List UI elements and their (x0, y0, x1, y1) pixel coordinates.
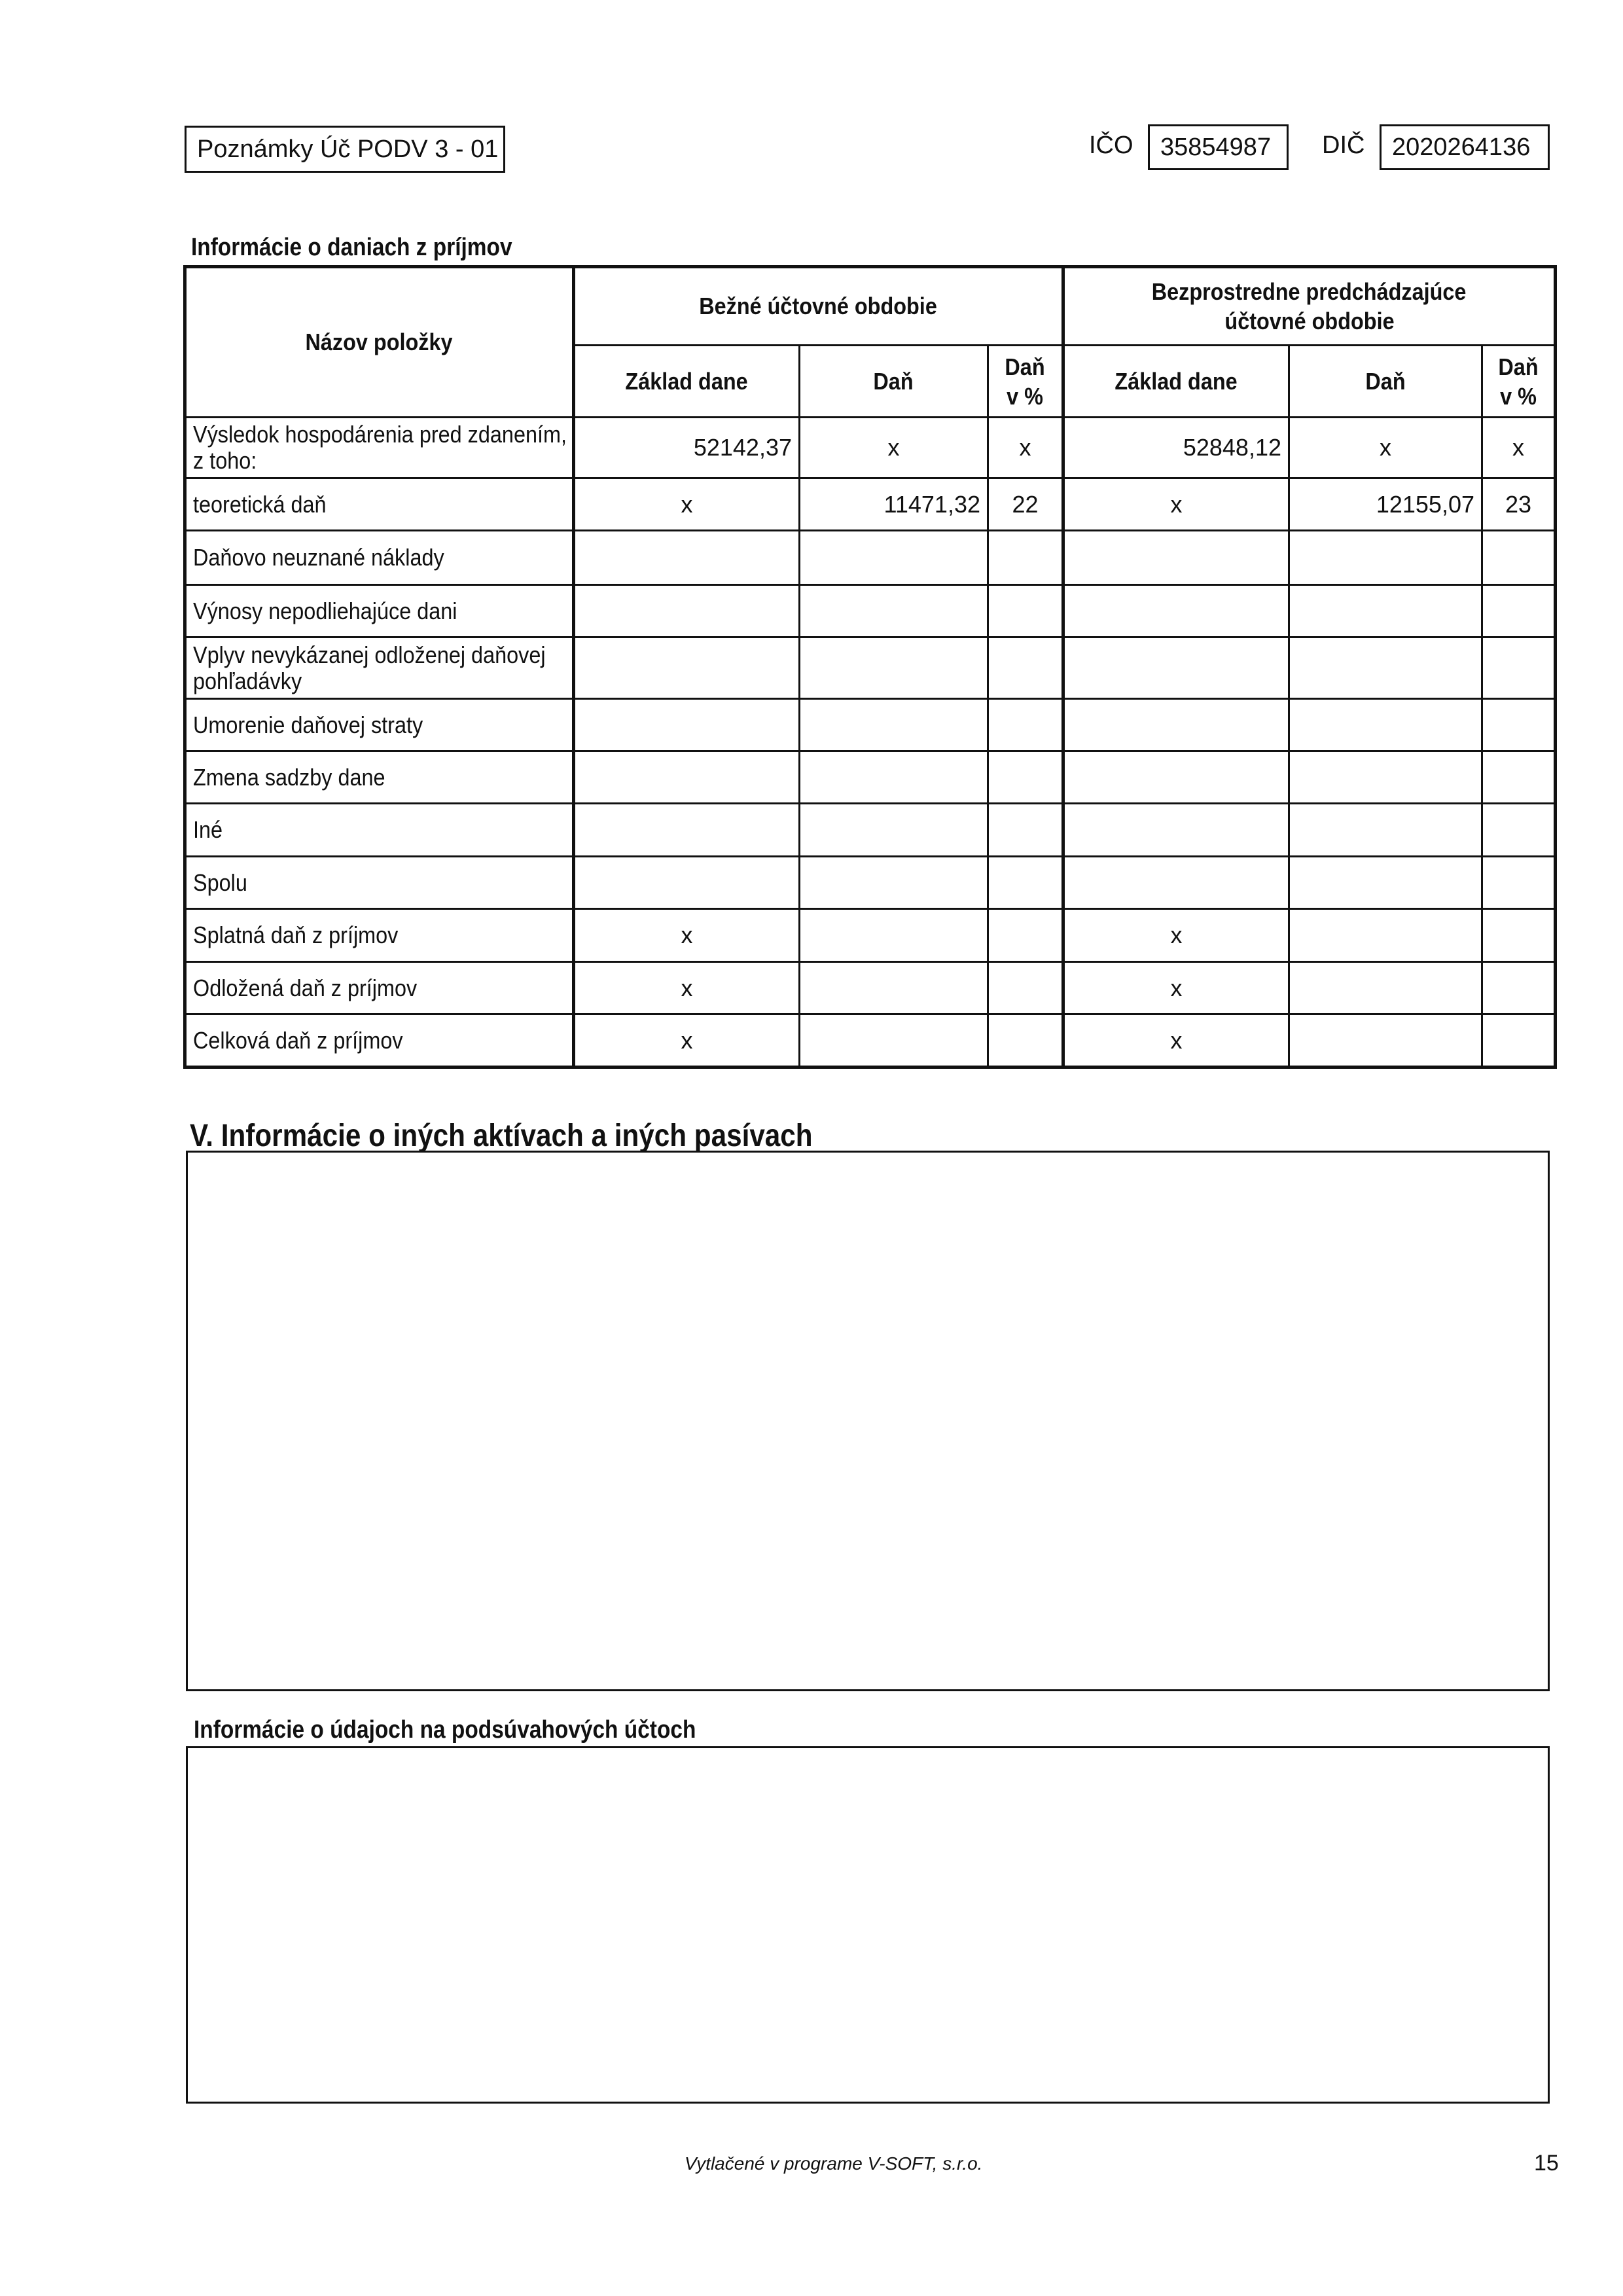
previous-pct-cell (1482, 1014, 1556, 1067)
current-tax-cell (800, 962, 988, 1014)
previous-tax-cell (1289, 637, 1482, 699)
previous-pct-cell (1482, 531, 1556, 585)
current-tax-cell (800, 585, 988, 637)
col-header-previous-period: Bezprostredne predchádzajúce účtovné obdobie (1063, 267, 1556, 346)
current-base-cell: 52142,37 (574, 418, 800, 478)
previous-base-cell (1063, 857, 1289, 909)
current-base-cell (574, 857, 800, 909)
section-v-title: V. Informácie o iných aktívach a iných pasívach (190, 1119, 813, 1153)
previous-base-cell: x (1063, 478, 1289, 531)
current-pct-cell (988, 1014, 1063, 1067)
subheader-previous-pct: Daň v % (1482, 346, 1556, 418)
current-base-cell (574, 804, 800, 857)
previous-pct-cell (1482, 909, 1556, 962)
current-tax-cell (800, 1014, 988, 1067)
current-pct-cell (988, 585, 1063, 637)
table-row (185, 418, 1556, 478)
current-base-cell (574, 751, 800, 804)
previous-base-cell (1063, 531, 1289, 585)
previous-base-cell (1063, 585, 1289, 637)
current-base-cell (574, 585, 800, 637)
previous-base-cell: x (1063, 909, 1289, 962)
tax-table (183, 265, 1557, 1069)
previous-tax-cell (1289, 531, 1482, 585)
subheader-previous-base: Základ dane (1063, 346, 1289, 418)
table-row (185, 804, 1556, 857)
previous-base-cell: x (1063, 1014, 1289, 1067)
current-pct-cell (988, 751, 1063, 804)
previous-tax-cell (1289, 857, 1482, 909)
previous-pct-cell: 23 (1482, 478, 1556, 531)
current-pct-cell (988, 637, 1063, 699)
ico-label: IČO (1089, 132, 1133, 159)
form-code-box (185, 126, 505, 173)
previous-tax-cell (1289, 962, 1482, 1014)
current-pct-cell (988, 531, 1063, 585)
row-label: teoretická daň (185, 478, 574, 531)
current-tax-cell (800, 804, 988, 857)
previous-tax-cell (1289, 909, 1482, 962)
previous-base-cell (1063, 699, 1289, 751)
table-row (185, 585, 1556, 637)
current-pct-cell (988, 909, 1063, 962)
previous-pct-cell (1482, 804, 1556, 857)
section-v-content-box (186, 1151, 1550, 1691)
current-pct-cell (988, 699, 1063, 751)
previous-tax-cell (1289, 804, 1482, 857)
dic-value: 2020264136 (1392, 133, 1531, 161)
previous-tax-cell (1289, 1014, 1482, 1067)
row-label: Splatná daň z príjmov (185, 909, 574, 962)
previous-tax-cell: x (1289, 418, 1482, 478)
table-row (185, 478, 1556, 531)
row-label: Umorenie daňovej straty (185, 699, 574, 751)
col-header-name: Názov položky (185, 267, 574, 418)
previous-pct-cell (1482, 962, 1556, 1014)
current-tax-cell: 11471,32 (800, 478, 988, 531)
col-header-current-period: Bežné účtovné obdobie (574, 267, 1063, 346)
ico-value: 35854987 (1160, 133, 1272, 161)
current-pct-cell: 22 (988, 478, 1063, 531)
table-row (185, 531, 1556, 585)
row-label: Iné (185, 804, 574, 857)
table-row (185, 637, 1556, 699)
previous-pct-cell: x (1482, 418, 1556, 478)
previous-pct-cell (1482, 699, 1556, 751)
previous-tax-cell (1289, 585, 1482, 637)
current-pct-cell (988, 857, 1063, 909)
previous-base-cell (1063, 804, 1289, 857)
row-label: Spolu (185, 857, 574, 909)
row-label: Odložená daň z príjmov (185, 962, 574, 1014)
row-label: Daňovo neuznané náklady (185, 531, 574, 585)
current-tax-cell (800, 637, 988, 699)
subheader-previous-tax: Daň (1289, 346, 1482, 418)
previous-pct-cell (1482, 857, 1556, 909)
previous-tax-cell: 12155,07 (1289, 478, 1482, 531)
offbalance-content-box (186, 1746, 1550, 2104)
current-tax-cell (800, 699, 988, 751)
row-label: Vplyv nevykázanej odloženej daňovej pohľadávky (185, 637, 574, 699)
subheader-current-tax: Daň (800, 346, 988, 418)
table-row (185, 1014, 1556, 1067)
previous-base-cell: 52848,12 (1063, 418, 1289, 478)
current-base-cell: x (574, 909, 800, 962)
previous-base-cell: x (1063, 962, 1289, 1014)
current-tax-cell (800, 857, 988, 909)
current-tax-cell (800, 909, 988, 962)
subheader-current-base: Základ dane (574, 346, 800, 418)
current-pct-cell (988, 804, 1063, 857)
table-row (185, 857, 1556, 909)
subheader-current-pct: Daň v % (988, 346, 1063, 418)
row-label: Výnosy nepodliehajúce dani (185, 585, 574, 637)
table-row (185, 962, 1556, 1014)
current-base-cell (574, 637, 800, 699)
previous-base-cell (1063, 637, 1289, 699)
current-base-cell (574, 531, 800, 585)
offbalance-section-title: Informácie o údajoch na podsúvahových účtoch (194, 1716, 696, 1744)
dic-label: DIČ (1322, 132, 1365, 159)
previous-pct-cell (1482, 585, 1556, 637)
current-base-cell (574, 699, 800, 751)
row-label: Celková daň z príjmov (185, 1014, 574, 1067)
current-base-cell: x (574, 962, 800, 1014)
current-tax-cell: x (800, 418, 988, 478)
current-tax-cell (800, 531, 988, 585)
previous-tax-cell (1289, 699, 1482, 751)
table-row (185, 699, 1556, 751)
previous-pct-cell (1482, 637, 1556, 699)
current-base-cell: x (574, 478, 800, 531)
previous-pct-cell (1482, 751, 1556, 804)
form-code: Poznámky Úč PODV 3 - 01 (197, 135, 499, 163)
tax-section-title: Informácie o daniach z príjmov (191, 234, 512, 261)
previous-tax-cell (1289, 751, 1482, 804)
previous-base-cell (1063, 751, 1289, 804)
current-pct-cell (988, 962, 1063, 1014)
table-row (185, 909, 1556, 962)
page-number: 15 (1534, 2151, 1559, 2176)
current-base-cell: x (574, 1014, 800, 1067)
dic-box (1380, 124, 1550, 170)
footer-printed-by: Vytlačené v programe V-SOFT, s.r.o. (685, 2153, 983, 2174)
table-row (185, 751, 1556, 804)
ico-box (1148, 124, 1289, 170)
current-tax-cell (800, 751, 988, 804)
current-pct-cell: x (988, 418, 1063, 478)
row-label: Výsledok hospodárenia pred zdanením, z toho: (185, 418, 574, 478)
row-label: Zmena sadzby dane (185, 751, 574, 804)
